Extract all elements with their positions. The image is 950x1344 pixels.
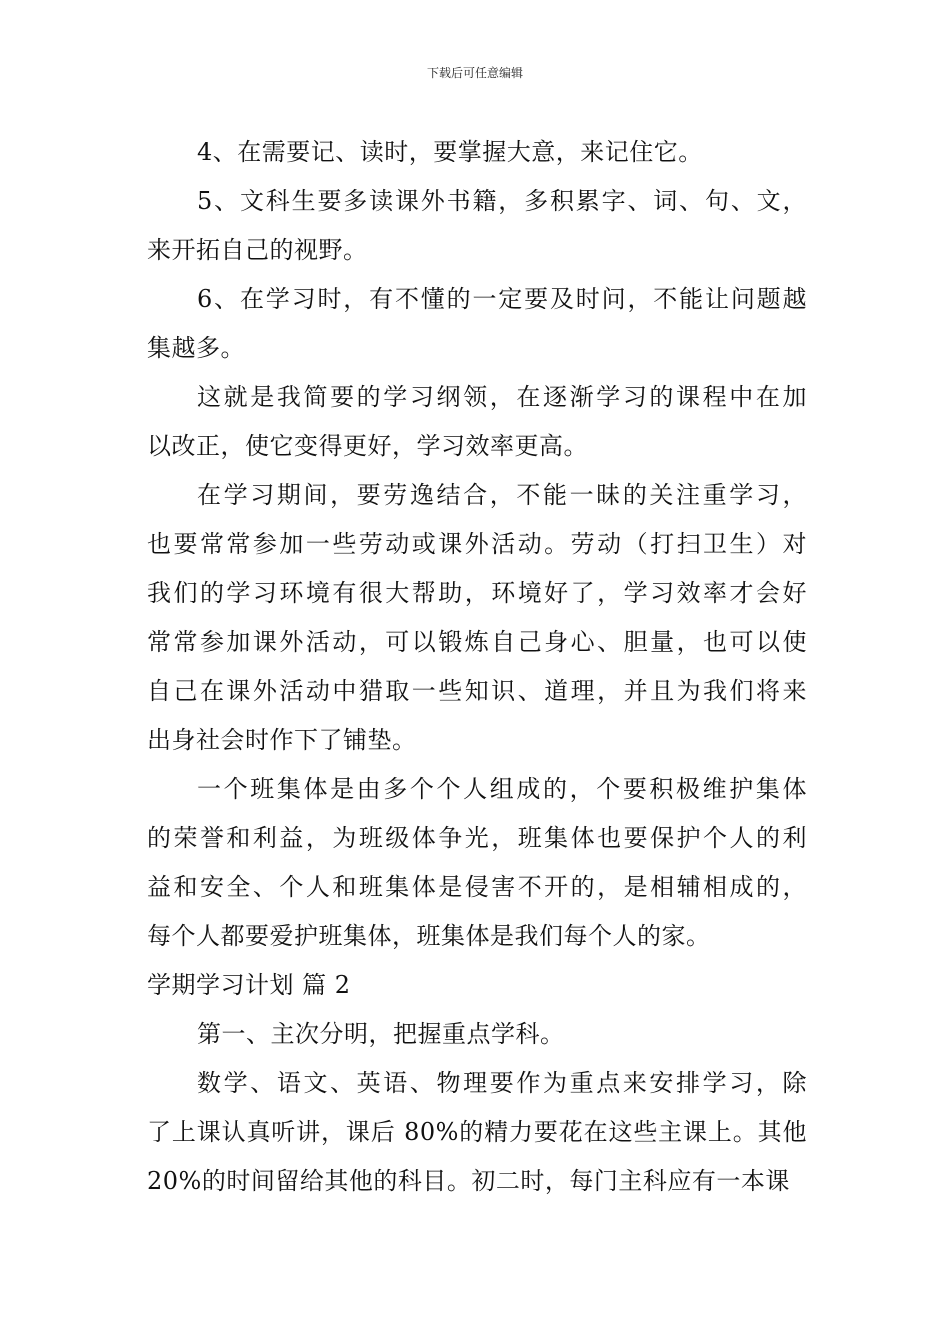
text-line: 出身社会时作下了铺垫。 [147,726,417,754]
paragraph [147,765,807,961]
text-line: 我们的学习环境有很大帮助，环境好了，学习效率才会好 [147,579,807,607]
paragraph [147,275,807,373]
text-line: 第一、主次分明，把握重点学科。 [197,1020,565,1048]
paragraph [147,177,807,275]
section-heading [147,961,807,1010]
text-line: 以改正，使它变得更好，学习效率更高。 [147,432,588,460]
text-line: 数学、语文、英语、物理要作为重点来安排学习，除 [197,1069,807,1097]
text-line: 来开拓自己的视野。 [147,236,368,264]
text-line: 集越多。 [147,334,245,362]
text-line: 也要常常参加一些劳动或课外活动。劳动（打扫卫生）对 [147,530,807,558]
text-line: 在学习期间，要劳逸结合，不能一昧的关注重学习， [197,481,807,509]
text-line: 这就是我简要的学习纲领，在逐渐学习的课程中在加 [197,383,807,411]
text-line: 了上课认真听讲，课后 80%的精力要花在这些主课上。其他 [147,1118,807,1146]
text-line: 20%的时间留给其他的科目。初二时，每门主科应有一本课 [147,1167,790,1195]
text-line: 4、在需要记、读时，要掌握大意，来记住它。 [197,138,703,166]
paragraph [147,128,807,177]
paragraph [147,1059,807,1206]
text-line: 每个人都要爱护班集体，班集体是我们每个人的家。 [147,922,711,950]
paragraph [147,373,807,471]
paragraph [147,1010,807,1059]
text-line: 自己在课外活动中猎取一些知识、道理，并且为我们将来 [147,677,807,705]
text-line: 学期学习计划 篇 2 [147,971,351,999]
text-line: 益和安全、个人和班集体是侵害不开的，是相辅相成的， [147,873,807,901]
document-body [147,128,807,1206]
text-line: 5、文科生要多读课外书籍，多积累字、词、句、文， [197,187,807,215]
paragraph [147,471,807,765]
page-header-note: 下载后可任意编辑 [426,66,523,80]
text-line: 的荣誉和利益，为班级体争光，班集体也要保护个人的利 [147,824,807,852]
text-line: 6、在学习时，有不懂的一定要及时问，不能让问题越 [197,285,807,313]
text-line: 常常参加课外活动，可以锻炼自己身心、胆量，也可以使 [147,628,807,656]
text-line: 一个班集体是由多个个人组成的，个要积极维护集体 [197,775,807,803]
